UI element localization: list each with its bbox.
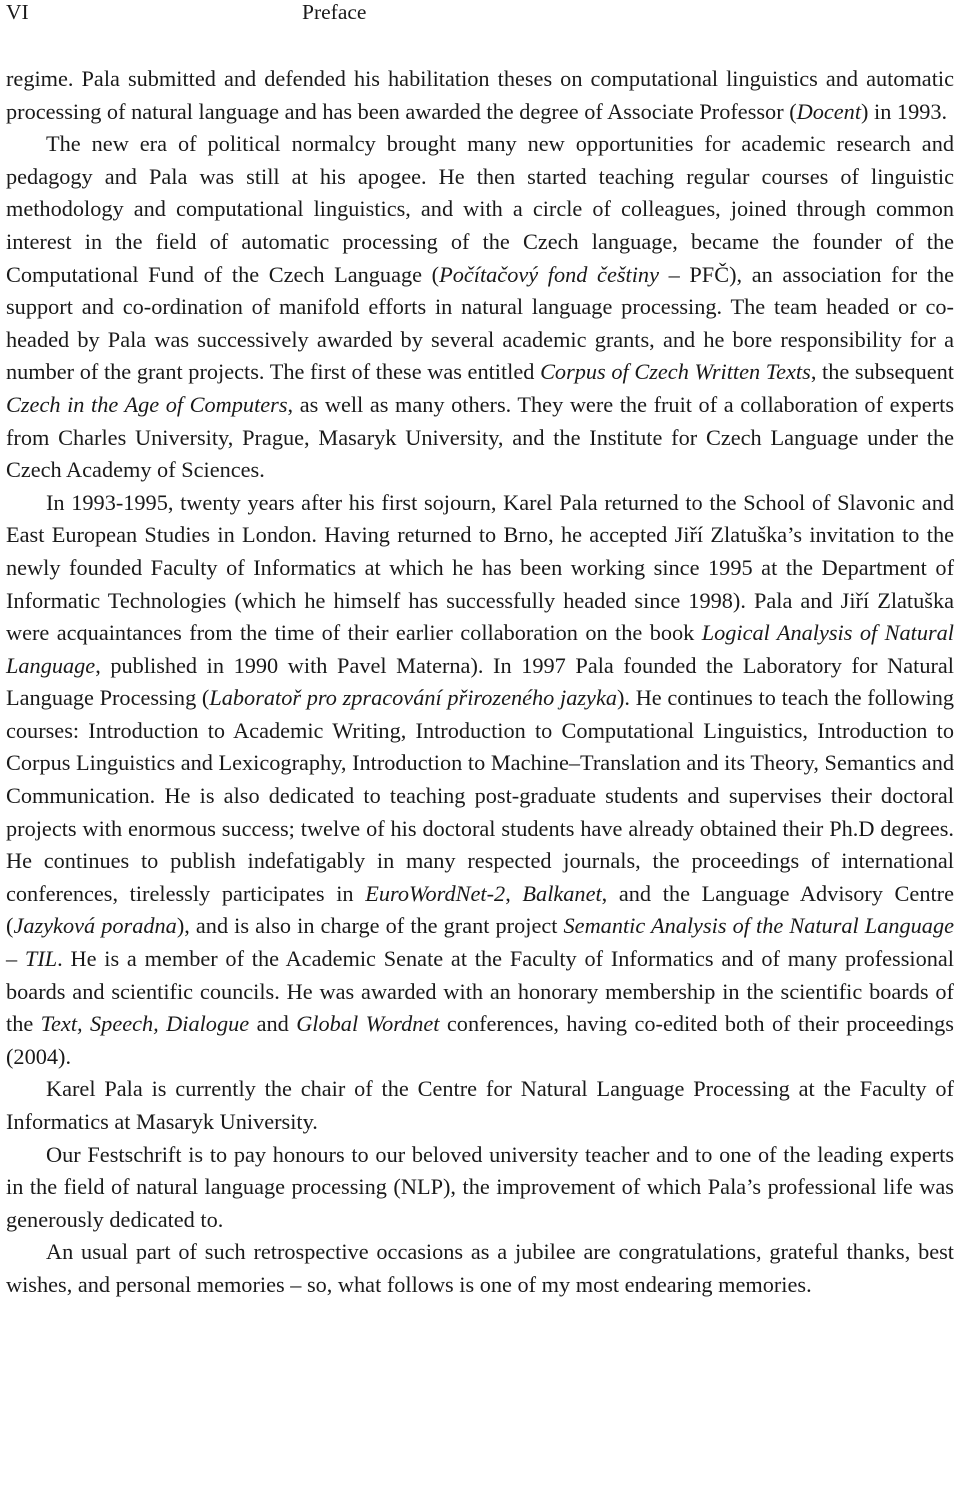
book-page: [6, 0, 955, 1297]
text-run: . He is a member of the Academic Senate at the Faculty of Informatics and of many professional boards and scientific councils. He was awarded with an honorary membership in the scientific boards of the: [6, 946, 954, 1037]
text-run: ). He continues to teach the following courses: Introduction to Academic Writing, Introduction to Computational Linguistics, Introduction to Corpus Linguistics and Lexicography, Introduction to Machine–Translation and its Theory, Semantics and Communication. He is also dedicated to teaching post-graduate students and supervises their doctoral projects with enormous success; twelve of his doctoral students have already obtained their Ph.D degrees. He continues to publish indefatigably in many respected journals, the proceedings of international conferences, tirelessly participates in: [6, 685, 954, 906]
text-run: regime. Pala submitted and defended his habilitation theses on computational linguistics and automatic processing of natural language and has been awarded the degree of Associate Professor (: [6, 66, 954, 124]
italic-text-run: Počítačový fond češtiny: [439, 261, 659, 287]
italic-text-run: Balkanet: [522, 880, 602, 906]
running-title: Preface: [302, 0, 367, 24]
text-run: ) in 1993.: [861, 98, 948, 124]
text-run: – PFČ), an association for the support and co-ordination of manifold efforts in natural language processing. The team headed or co-headed by Pala was successively awarded by several academic grants, and he bore responsibility for a number of the grant projects. The first of these was entitled: [6, 261, 955, 385]
text-run: Our Festschrift is to pay honours to our beloved university teacher and to one of the leading experts in the field of natural language processing (NLP), the improvement of which Pala’s professional life was generously dedicated to.: [6, 1141, 954, 1232]
text-run: Karel Pala is currently the chair of the Centre for Natural Language Processing at the Faculty of Informatics at Masaryk University.: [6, 1076, 954, 1134]
italic-text-run: Czech in the Age of Computers: [6, 391, 288, 417]
text-run: and: [249, 1011, 297, 1037]
paragraph: [6, 1139, 954, 1237]
page-number: VI: [6, 0, 29, 24]
italic-text-run: Logical Analysis of Natural Language: [6, 620, 954, 678]
italic-text-run: Laboratoř pro zpracování přirozeného jazyka: [209, 685, 617, 711]
italic-text-run: Semantic Analysis of the Natural Language – TIL: [6, 913, 954, 972]
text-run: , and the Language Advisory Centre (: [6, 880, 954, 939]
paragraph: [6, 1073, 954, 1138]
running-head: [6, 0, 954, 26]
paragraph: [6, 487, 954, 1074]
paragraph: [6, 1236, 954, 1301]
text-run: The new era of political normalcy brought many new opportunities for academic research and pedagogy and Pala was still at his apogee. He then started teaching regular courses of linguistic methodology and computational linguistics, and with a circle of colleagues, joined through common interest in the field of automatic processing of the Czech language, became the founder of the Computational Fund of the Czech Language (: [6, 131, 954, 287]
text-run: , the subsequent: [810, 359, 954, 385]
text-run: An usual part of such retrospective occasions as a jubilee are congratulations, grateful thanks, best wishes, and personal memories – so, what follows is one of my most endearing memories.: [6, 1239, 954, 1297]
body-text: [6, 63, 954, 1302]
text-run: , published in 1990 with Pavel Materna). In 1997 Pala founded the Laboratory for Natural Language Processing (: [6, 652, 954, 711]
italic-text-run: Corpus of Czech Written Texts: [540, 359, 811, 385]
italic-text-run: Text, Speech, Dialogue: [40, 1011, 250, 1037]
paragraph: [6, 63, 954, 128]
italic-text-run: EuroWordNet-2: [365, 880, 506, 906]
text-run: ,: [505, 880, 523, 906]
text-run: , as well as many others. They were the fruit of a collaboration of experts from Charles University, Prague, Masaryk University, and the Institute for Czech Language under the Czech Academy of Sciences.: [6, 391, 954, 483]
italic-text-run: Docent: [796, 98, 862, 124]
paragraph: [6, 128, 954, 487]
text-run: conferences, having co-edited both of their proceedings (2004).: [6, 1011, 954, 1069]
text-run: In 1993-1995, twenty years after his first sojourn, Karel Pala returned to the School of Slavonic and East European Studies in London. Having returned to Brno, he accepted Jiří Zlatuška’s invitation to the newly founded Faculty of Informatics at which he has been working since 1995 at the Department of Informatic Technologies (which he himself has successfully headed since 1998). Pala and Jiří Zlatuška were acquaintances from the time of their earlier collaboration on the book: [6, 489, 954, 646]
italic-text-run: Jazyková poradna: [13, 913, 177, 939]
italic-text-run: Global Wordnet: [296, 1011, 440, 1037]
text-run: ), and is also in charge of the grant project: [176, 913, 564, 939]
